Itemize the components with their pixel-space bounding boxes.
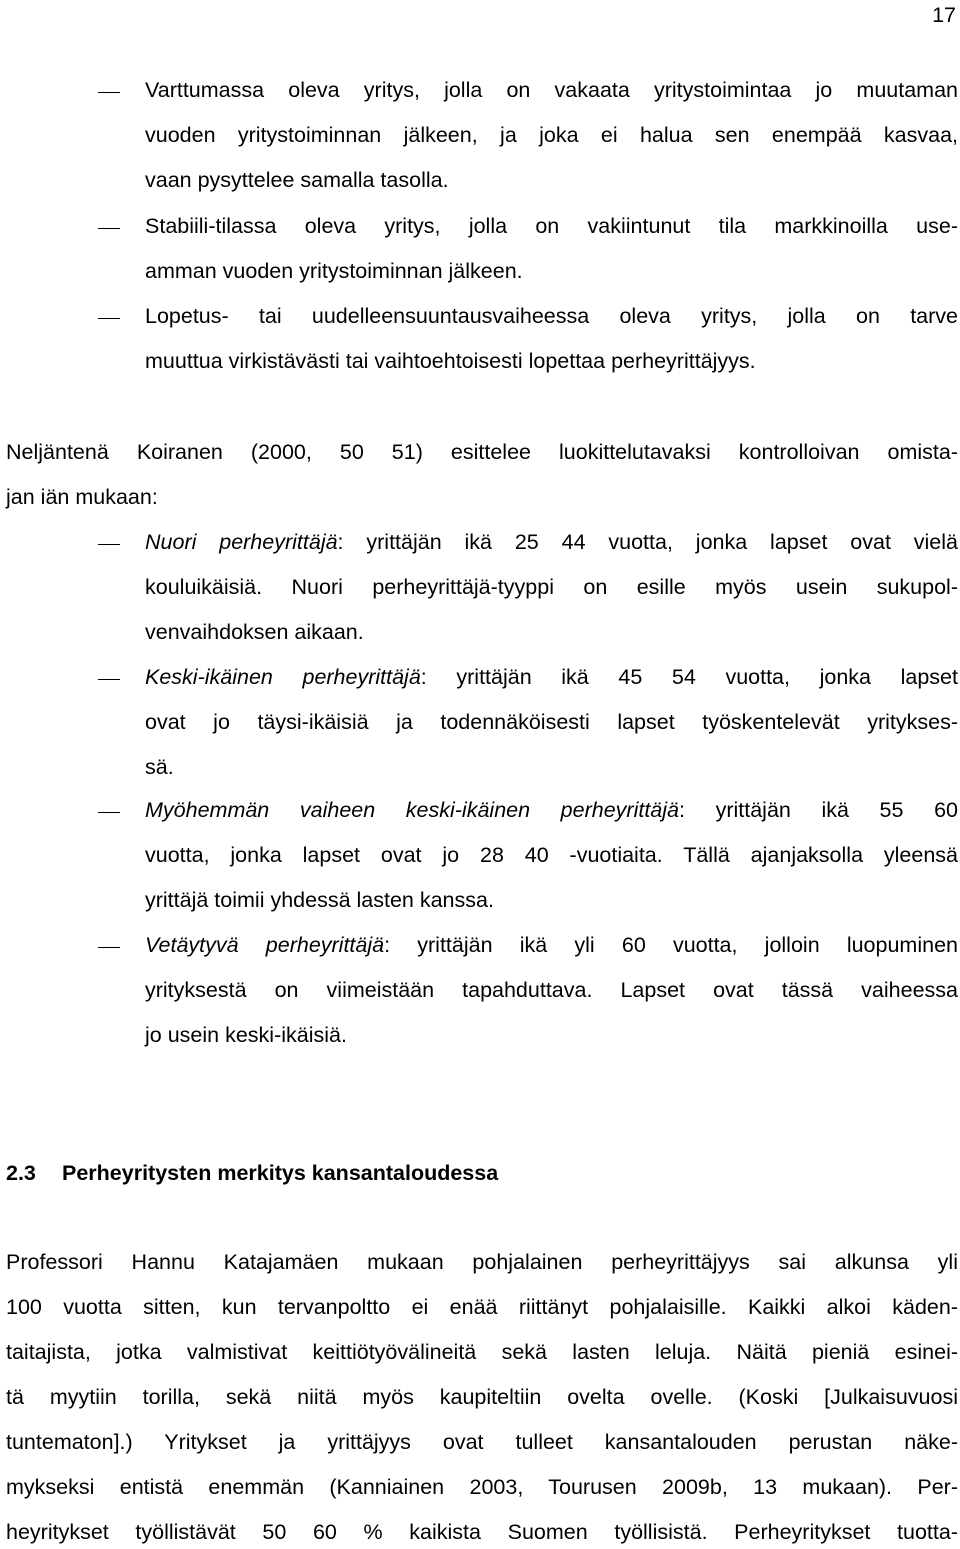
bullet-line: Lopetus- tai uudelleensuuntausvaiheessa oleva yritys, jolla on tarve <box>145 304 958 328</box>
paragraph-line: taitajista, jotka valmistivat keittiötyövälineitä sekä lasten leluja. Näitä pieniä esinei- <box>6 1340 958 1364</box>
bullet-line <box>145 798 958 822</box>
dash-bullet <box>98 812 120 813</box>
paragraph-line: tuntematon].) Yritykset ja yrittäjyys ovat tulleet kansantalouden perustan näke- <box>6 1430 958 1454</box>
bullet-line: jo usein keski-ikäisiä. <box>145 1023 347 1047</box>
bullet-term: Myöhemmän vaiheen keski-ikäinen perheyrittäjä <box>145 798 679 822</box>
bullet-text: : yrittäjän ikä 55 60 <box>679 798 958 822</box>
bullet-line <box>145 530 958 554</box>
bullet-line: kouluikäisiä. Nuori perheyrittäjä-tyyppi on esille myös usein sukupol- <box>145 575 958 599</box>
section-heading <box>6 1160 498 1186</box>
paragraph-line: mykseksi entistä enemmän (Kanniainen 2003, Tourusen 2009b, 13 mukaan). Per- <box>6 1475 958 1499</box>
bullet-line: muuttua virkistävästi tai vaihtoehtoisesti lopettaa perheyrittäjyys. <box>145 349 756 373</box>
bullet-line: vuoden yritystoiminnan jälkeen, ja joka ei halua sen enempää kasvaa, <box>145 123 958 147</box>
dash-bullet <box>98 228 120 229</box>
bullet-line: yrityksestä on viimeistään tapahduttava. Lapset ovat tässä vaiheessa <box>145 978 958 1002</box>
bullet-term: Nuori perheyrittäjä <box>145 530 338 554</box>
dash-bullet <box>98 92 120 93</box>
paragraph-line: Neljäntenä Koiranen (2000, 50 51) esittelee luokittelutavaksi kontrolloivan omista- <box>6 440 958 464</box>
section-title: Perheyritysten merkitys kansantaloudessa <box>62 1161 499 1185</box>
paragraph-line: heyritykset työllistävät 50 60 % kaikista Suomen työllisistä. Perheyritykset tuotta- <box>6 1520 958 1544</box>
bullet-term: Keski-ikäinen perheyrittäjä <box>145 665 421 689</box>
page-number: 17 <box>932 3 956 27</box>
bullet-line: amman vuoden yritystoiminnan jälkeen. <box>145 259 523 283</box>
bullet-line <box>145 933 958 957</box>
bullet-line: vaan pysyttelee samalla tasolla. <box>145 168 449 192</box>
bullet-text: : yrittäjän ikä 45 54 vuotta, jonka lapset <box>420 665 958 689</box>
bullet-line: vuotta, jonka lapset ovat jo 28 40 -vuotiaita. Tällä ajanjaksolla yleensä <box>145 843 958 867</box>
section-number: 2.3 <box>6 1161 36 1185</box>
paragraph-line: jan iän mukaan: <box>6 485 158 509</box>
paragraph-line: Professori Hannu Katajamäen mukaan pohjalainen perheyrittäjyys sai alkunsa yli <box>6 1250 958 1274</box>
paragraph-line: tä myytiin torilla, sekä niitä myös kaupiteltiin ovelta ovelle. (Koski [Julkaisuvuosi <box>6 1385 958 1409</box>
paragraph-line: 100 vuotta sitten, kun tervanpoltto ei enää riittänyt pohjalaisille. Kaikki alkoi käden- <box>6 1295 958 1319</box>
dash-bullet <box>98 544 120 545</box>
bullet-text: : yrittäjän ikä 25 44 vuotta, jonka lapset ovat vielä <box>337 530 958 554</box>
bullet-line: ovat jo täysi-ikäisiä ja todennäköisesti lapset työskentelevät yritykses- <box>145 710 958 734</box>
bullet-line: venvaihdoksen aikaan. <box>145 620 364 644</box>
dash-bullet <box>98 679 120 680</box>
dash-bullet <box>98 947 120 948</box>
bullet-line <box>145 665 958 689</box>
bullet-line: Varttumassa oleva yritys, jolla on vakaata yritystoimintaa jo muutaman <box>145 78 958 102</box>
dash-bullet <box>98 318 120 319</box>
bullet-line: sä. <box>145 755 174 779</box>
bullet-term: Vetäytyvä perheyrittäjä <box>145 933 385 957</box>
bullet-line: Stabiili-tilassa oleva yritys, jolla on vakiintunut tila markkinoilla use- <box>145 214 958 238</box>
bullet-text: : yrittäjän ikä yli 60 vuotta, jolloin luopuminen <box>384 933 958 957</box>
bullet-line: yrittäjä toimii yhdessä lasten kanssa. <box>145 888 494 912</box>
